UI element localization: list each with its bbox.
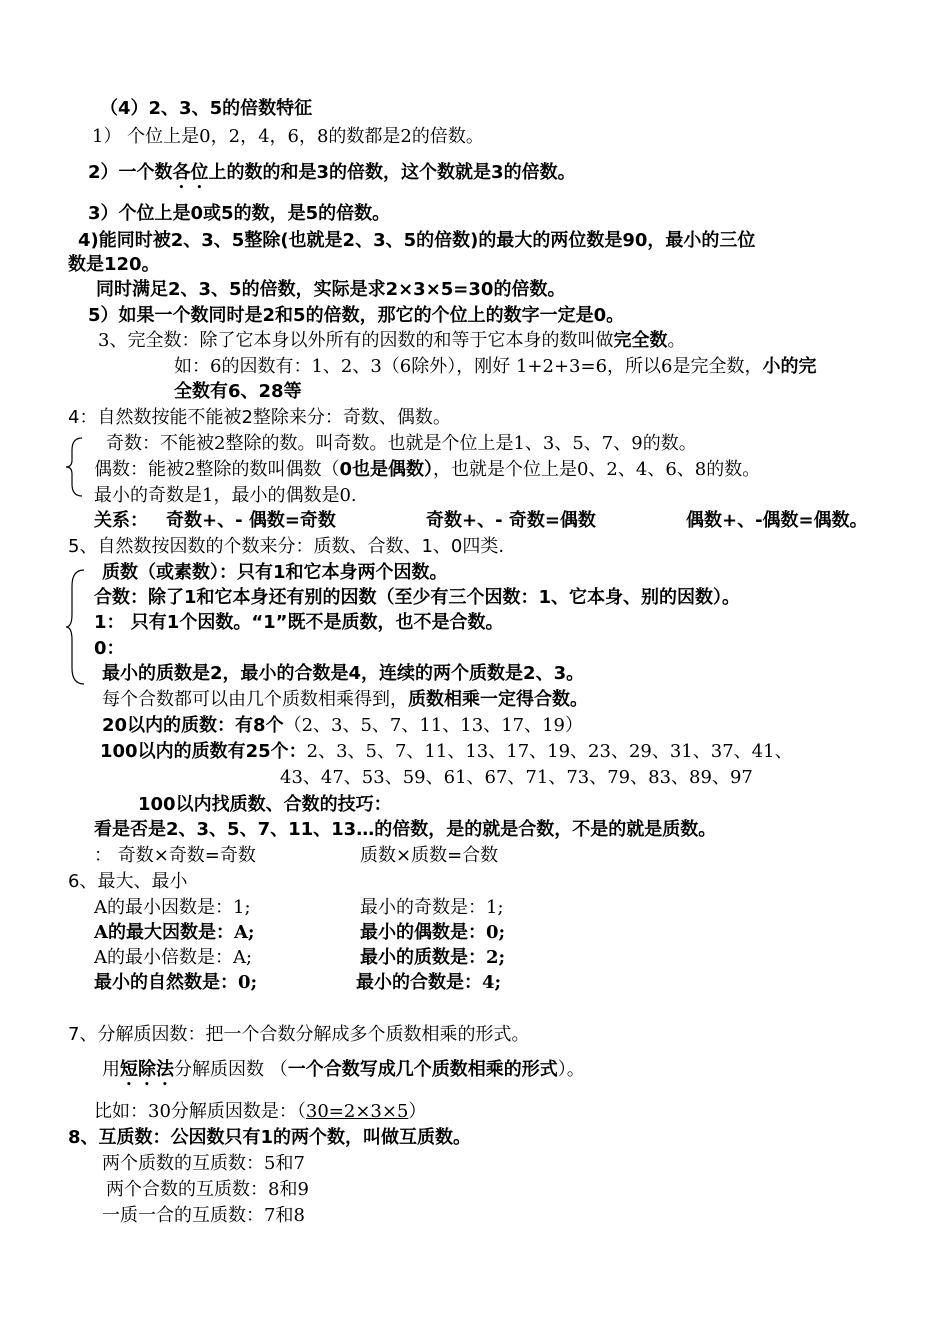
odd-times-odd: ： 奇数×奇数=奇数 bbox=[94, 845, 256, 866]
even-definition bbox=[94, 458, 760, 482]
rule-235-lcm: 同时满足2、3、5的倍数，实际是求2×3×5=30的倍数。 bbox=[96, 279, 566, 300]
text: 分解质因数 （ bbox=[174, 1059, 288, 1080]
text: 2）一个数 bbox=[88, 162, 173, 183]
composite-product bbox=[102, 688, 588, 712]
text: 30=2×3×5 bbox=[305, 1101, 409, 1122]
section-odd-even-heading: 4：自然数按能不能被2整除来分：奇数、偶数。 bbox=[68, 407, 451, 428]
rule-3-multiple bbox=[88, 161, 576, 193]
zero-definition: 0： bbox=[94, 638, 125, 659]
text: 0也是偶数） bbox=[339, 459, 433, 480]
min-multiple-a: A的最小倍数是：A; bbox=[94, 947, 253, 968]
rule-5-multiple: 3）个位上是0或5的数，是5的倍数。 bbox=[88, 203, 391, 224]
min-natural: 最小的自然数是：0; bbox=[94, 972, 258, 993]
text: 比如：30分解质因数是：（ bbox=[94, 1101, 306, 1122]
text: 用 bbox=[102, 1059, 120, 1080]
text: 偶数：能被2整除的数叫偶数（ bbox=[94, 459, 340, 480]
rule-2-and-5: 5）如果一个数同时是2和5的倍数，那它的个位上的数字一定是0。 bbox=[88, 305, 625, 326]
relation-1: 奇数+、- 偶数=奇数 bbox=[166, 510, 336, 531]
rule-2-multiple: 1） 个位上是0，2，4，6，8的数都是2的倍数。 bbox=[92, 126, 484, 147]
min-prime-composite: 最小的质数是2，最小的合数是4，连续的两个质数是2、3。 bbox=[102, 663, 585, 684]
coprime-prime-composite: 一质一合的互质数：7和8 bbox=[102, 1205, 305, 1226]
primes-under-100-cont: 43、47、53、59、61、67、71、73、79、83、89、97 bbox=[280, 767, 753, 788]
perfect-number-list: 全数有6、28等 bbox=[174, 381, 302, 402]
section-4-heading: （4）2、3、5的倍数特征 bbox=[100, 98, 313, 119]
text: ） bbox=[408, 1101, 427, 1122]
text: 20以内的质数：有8个 bbox=[102, 715, 284, 736]
text: 上的数的和是3的倍数，这个数就是3的倍数。 bbox=[208, 162, 576, 183]
tip-heading: 100以内找质数、合数的技巧： bbox=[138, 794, 392, 815]
one-definition: 1： 只有1个因数。“1”既不是质数，也不是合数。 bbox=[94, 612, 504, 633]
section-7-heading: 7、分解质因数：把一个合数分解成多个质数相乘的形式。 bbox=[68, 1024, 530, 1045]
tip-text: 看是否是2、3、5、7、11、13…的倍数，是的就是合数，不是的就是质数。 bbox=[94, 819, 717, 840]
prime-times-prime: 质数×质数=合数 bbox=[360, 845, 499, 866]
left-brace-icon bbox=[64, 568, 88, 686]
prime-definition: 质数（或素数）：只有1和它本身两个因数。 bbox=[102, 562, 448, 583]
min-prime: 最小的质数是：2; bbox=[360, 947, 506, 968]
emphasis-text: 各位 bbox=[172, 162, 209, 183]
max-factor-a: A的最大因数是：A; bbox=[94, 922, 255, 943]
text: 。 bbox=[667, 330, 686, 351]
text: （2、3、5、7、11、13、17、19） bbox=[283, 715, 584, 736]
text: 小的完 bbox=[762, 356, 817, 377]
rule-235-line2: 数是120。 bbox=[68, 254, 160, 275]
text: 2、3、5、7、11、13、17、19、23、29、31、37、41、 bbox=[306, 741, 793, 762]
relation-3: 偶数+、-偶数=偶数。 bbox=[686, 510, 868, 531]
rule-235-line1: 4)能同时被2、3、5整除(也就是2、3、5的倍数)的最大的两位数是90，最小的三位 bbox=[78, 230, 756, 251]
text: 每个合数都可以由几个质数相乘得到， bbox=[102, 689, 408, 710]
section-6-heading: 6、最大、最小 bbox=[68, 871, 188, 892]
section-5-heading: 5、自然数按因数的个数来分：质数、合数、1、0四类. bbox=[68, 536, 505, 557]
odd-definition: 奇数：不能被2整除的数。叫奇数。也就是个位上是1、3、5、7、9的数。 bbox=[106, 433, 697, 454]
short-division-line bbox=[102, 1058, 585, 1090]
min-even: 最小的偶数是：0; bbox=[360, 922, 506, 943]
composite-definition: 合数：除了1和它本身还有别的因数（至少有三个因数：1、它本身、别的因数）。 bbox=[94, 587, 741, 608]
factorization-example bbox=[94, 1100, 426, 1124]
section-8-heading: 8、互质数：公因数只有1的两个数，叫做互质数。 bbox=[68, 1127, 472, 1148]
perfect-number-def bbox=[98, 329, 685, 353]
text: ）。 bbox=[557, 1059, 585, 1080]
min-odd: 最小的奇数是：1; bbox=[360, 897, 504, 918]
relation-2: 奇数+、- 奇数=偶数 bbox=[426, 510, 596, 531]
text: 质数相乘一定得合数。 bbox=[408, 689, 588, 710]
min-composite: 最小的合数是：4; bbox=[356, 972, 502, 993]
perfect-number-example bbox=[174, 355, 817, 379]
term: 完全数 bbox=[613, 330, 668, 351]
emphasis-text: 短除法 bbox=[120, 1059, 174, 1080]
min-odd-even: 最小的奇数是1，最小的偶数是0. bbox=[94, 485, 357, 506]
text: 一个合数写成几个质数相乘的形式 bbox=[287, 1059, 558, 1080]
text: 100以内的质数有25个： bbox=[100, 741, 307, 762]
primes-under-100 bbox=[100, 740, 793, 764]
left-brace-icon bbox=[64, 436, 88, 498]
text: 3、完全数：除了它本身以外所有的因数的和等于它本身的数叫做 bbox=[98, 330, 614, 351]
text: 如：6的因数有：1、2、3（6除外），刚好 1+2+3=6，所以6是完全数， bbox=[174, 356, 763, 377]
text: ，也就是个位上是0、2、4、6、8的数。 bbox=[432, 459, 761, 480]
primes-under-20 bbox=[102, 714, 583, 738]
coprime-two-primes: 两个质数的互质数：5和7 bbox=[102, 1153, 305, 1174]
relation-label: 关系： bbox=[94, 510, 148, 531]
min-factor-a: A的最小因数是：1; bbox=[94, 897, 251, 918]
coprime-two-composites: 两个合数的互质数：8和9 bbox=[106, 1179, 309, 1200]
